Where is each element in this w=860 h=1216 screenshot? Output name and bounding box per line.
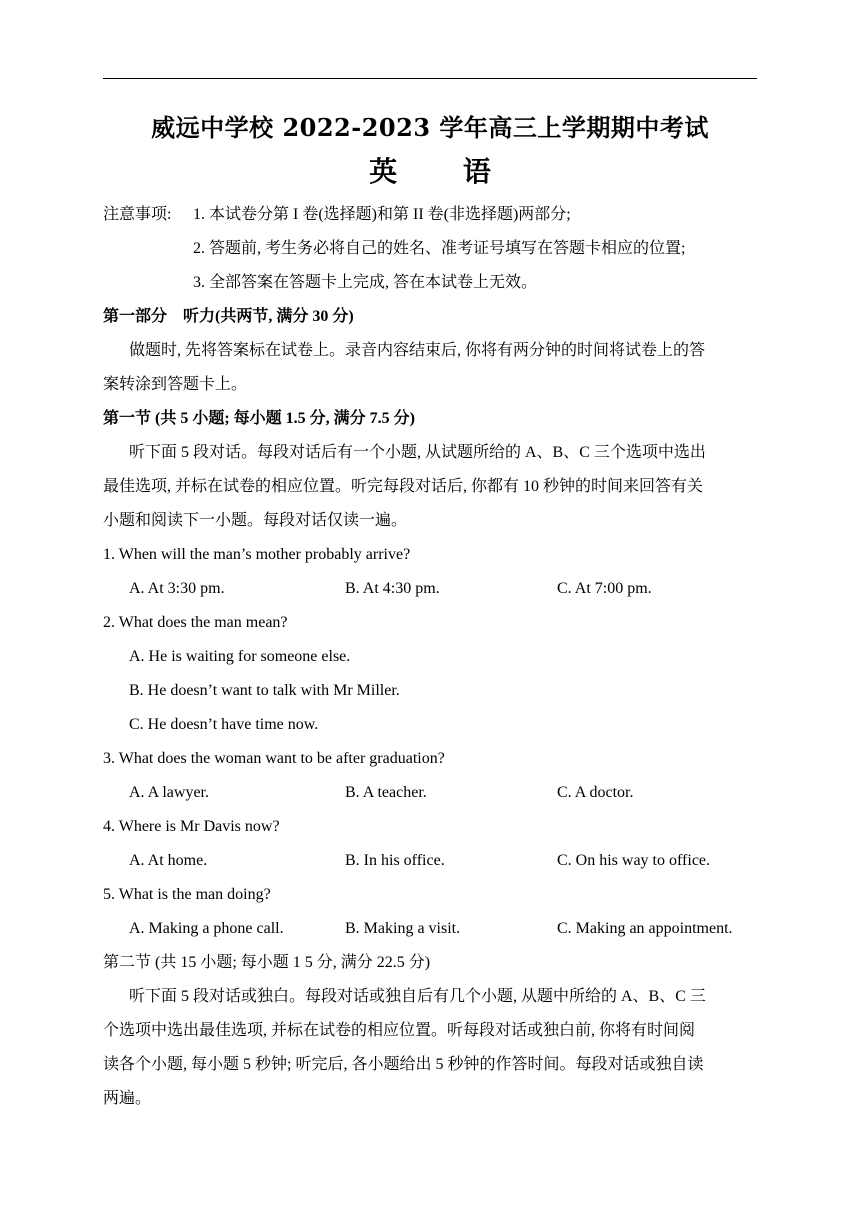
- option-c: C. On his way to office.: [557, 852, 711, 869]
- exam-subject: 英 语: [369, 155, 519, 188]
- question-3-options: [103, 776, 757, 810]
- part1-heading: 第一部分 听力(共两节, 满分 30 分): [103, 308, 354, 325]
- option-a: A. He is waiting for someone else.: [129, 648, 351, 665]
- option-b: B. At 4:30 pm.: [345, 580, 440, 597]
- section2-instruction: [103, 980, 757, 1116]
- question-3: 3. What does the woman want to be after graduation?: [103, 750, 445, 767]
- instruction-line: 小题和阅读下一小题。每段对话仅读一遍。: [103, 512, 408, 529]
- instruction-line: 两遍。: [103, 1090, 152, 1107]
- question-4-options: [103, 844, 757, 878]
- note-item: 1. 本试卷分第 I 卷(选择题)和第 II 卷(非选择题)两部分;: [193, 206, 571, 223]
- instruction-line: 读各个小题, 每小题 5 秒钟; 听完后, 各小题给出 5 秒钟的作答时间。每段对话或独自读: [103, 1056, 704, 1073]
- question-1: 1. When will the man’s mother probably arrive?: [103, 546, 411, 563]
- option-a: A. Making a phone call.: [129, 920, 284, 937]
- question-1-options: [103, 572, 757, 606]
- option-c: C. At 7:00 pm.: [557, 580, 652, 597]
- question-2: 2. What does the man mean?: [103, 614, 288, 631]
- instruction-line: 案转涂到答题卡上。: [103, 376, 248, 393]
- option-c: C. He doesn’t have time now.: [129, 716, 319, 733]
- section2-heading: 第二节 (共 15 小题; 每小题 1 5 分, 满分 22.5 分): [103, 954, 431, 971]
- question-4: 4. Where is Mr Davis now?: [103, 818, 280, 835]
- exam-title: 威远中学校 2022-2023 学年高三上学期期中考试: [151, 113, 709, 142]
- option-a: A. At 3:30 pm.: [129, 580, 225, 597]
- question-5-options: [103, 912, 757, 946]
- instruction-line: 做题时, 先将答案标在试卷上。录音内容结束后, 你将有两分钟的时间将试卷上的答: [129, 342, 706, 359]
- notes-block: [103, 198, 757, 300]
- option-c: C. A doctor.: [557, 784, 634, 801]
- instruction-line: 最佳选项, 并标在试卷的相应位置。听完每段对话后, 你都有 10 秒钟的时间来回答有关: [103, 478, 704, 495]
- notes-list: [189, 198, 757, 300]
- part1-instruction: [103, 334, 757, 402]
- option-b: B. Making a visit.: [345, 920, 461, 937]
- note-item: 2. 答题前, 考生务必将自己的姓名、准考证号填写在答题卡相应的位置;: [193, 240, 686, 257]
- section1-instruction: [103, 436, 757, 538]
- question-5: 5. What is the man doing?: [103, 886, 271, 903]
- instruction-line: 听下面 5 段对话。每段对话后有一个小题, 从试题所给的 A、B、C 三个选项中选出: [129, 444, 706, 461]
- option-b: B. In his office.: [345, 852, 445, 869]
- section1-heading: 第一节 (共 5 小题; 每小题 1.5 分, 满分 7.5 分): [103, 410, 415, 427]
- option-a: A. A lawyer.: [129, 784, 209, 801]
- exam-content: [103, 198, 757, 1116]
- header-rule: [103, 78, 757, 79]
- instruction-line: 听下面 5 段对话或独白。每段对话或独自后有几个小题, 从题中所给的 A、B、C 三: [129, 988, 706, 1005]
- option-b: B. He doesn’t want to talk with Mr Miller.: [129, 682, 400, 699]
- note-item: 3. 全部答案在答题卡上完成, 答在本试卷上无效。: [193, 274, 538, 291]
- option-a: A. At home.: [129, 852, 208, 869]
- option-b: B. A teacher.: [345, 784, 427, 801]
- option-c: C. Making an appointment.: [557, 920, 733, 937]
- instruction-line: 个选项中选出最佳选项, 并标在试卷的相应位置。听每段对话或独白前, 你将有时间阅: [103, 1022, 696, 1039]
- notes-label: 注意事项:: [103, 206, 172, 223]
